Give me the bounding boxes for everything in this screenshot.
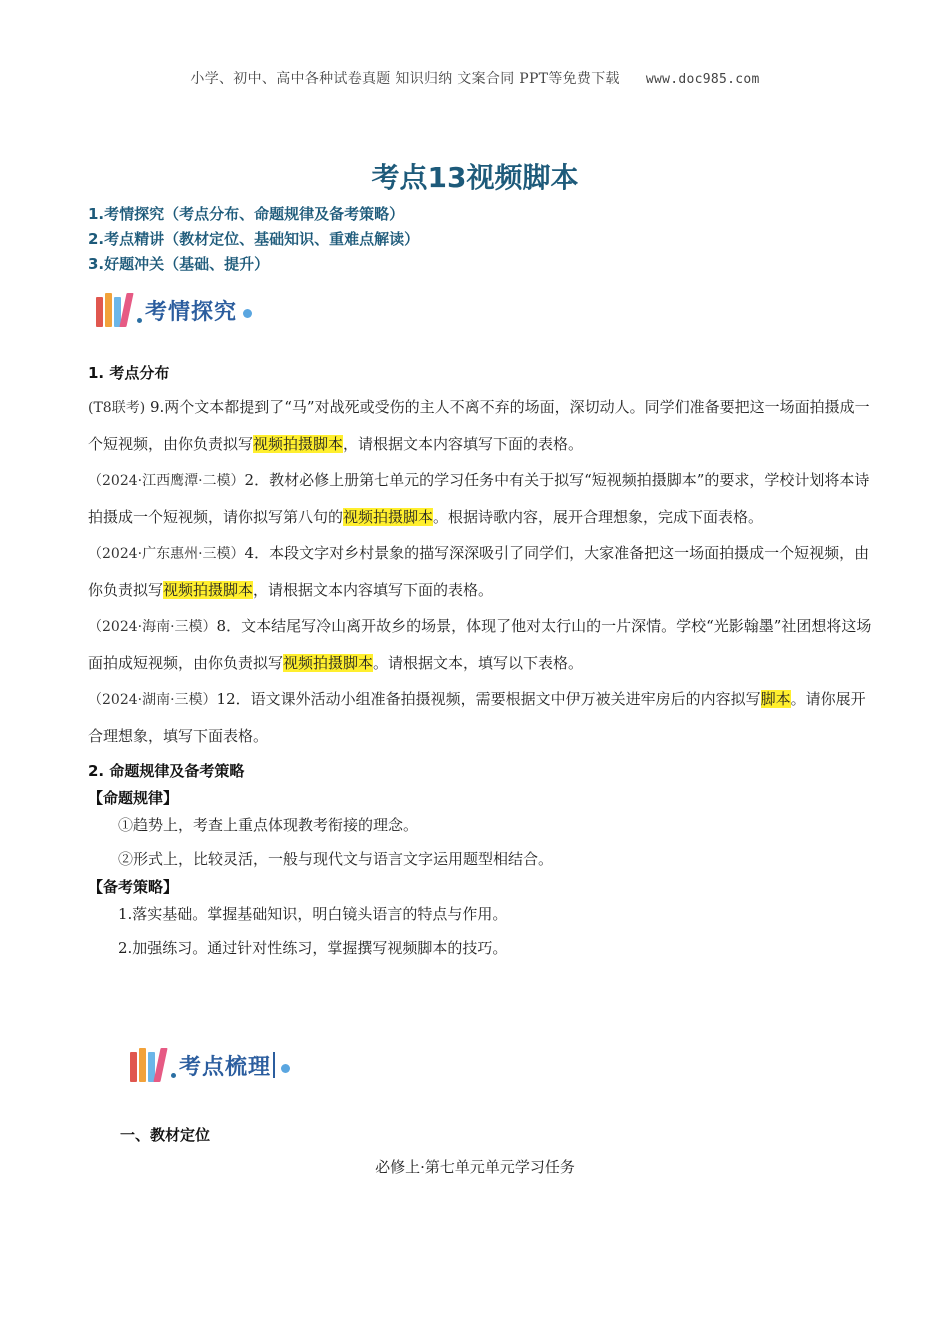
banner-label: 考点梳理 — [179, 1054, 272, 1080]
highlight-text: 视频拍摄脚本 — [283, 654, 374, 672]
highlight-text: 脚本 — [760, 690, 791, 708]
page-title: 考点13视频脚本 — [371, 161, 579, 194]
list-item: （2024·海南·三模）8．文本结尾写冷山离开故乡的场景，体现了他对太行山的一片深情。学校“光影翰墨”社团想将这场面拍成短视频，由你负责拟写视频拍摄脚本。请根据文本，填写以下表格。 — [88, 617, 872, 672]
textbook-location: 必修上·第七单元单元学习任务 — [375, 1158, 575, 1176]
section-heading: 2. 命题规律及备考策略 — [88, 762, 245, 780]
books-icon — [96, 293, 132, 327]
toc-item: 2.考点精讲（教材定位、基础知识、重难点解读） — [88, 230, 420, 248]
section-banner-kaodian — [130, 1048, 290, 1082]
strategy-item: 1.落实基础。掌握基础知识，明白镜头语言的特点与作用。 — [118, 905, 508, 923]
list-item: （2024·湖南·三模）12．语文课外活动小组准备拍摄视频，需要根据文中伊万被关进牢房后的内容拟写脚本。请你展开合理想象，填写下面表格。 — [88, 690, 866, 745]
section-textbook — [120, 1124, 910, 1145]
list-item: (T8联考) 9.两个文本都提到了“马”对战死或受伤的主人不离不弃的场面，深切动人。同学们准备要把这一场面拍摄成一个短视频，由你负责拟写视频拍摄脚本，请根据文本内容填写下面的表格。 — [88, 398, 870, 453]
dot-icon — [281, 1064, 290, 1073]
text-cursor — [273, 1052, 275, 1078]
highlight-text: 视频拍摄脚本 — [163, 581, 254, 599]
rule-item: ①趋势上，考查上重点体现教考衔接的理念。 — [118, 816, 419, 834]
toc-item: 3.好题冲关（基础、提升） — [88, 255, 270, 273]
rule-title: 【命题规律】 — [88, 789, 179, 807]
list-item: （2024·广东惠州·三模）4．本段文字对乡村景象的描写深深吸引了同学们，大家准备把这一场面拍摄成一个短视频，由你负责拟写视频拍摄脚本，请根据文本内容填写下面的表格。 — [88, 544, 870, 599]
highlight-text: 视频拍摄脚本 — [343, 508, 434, 526]
header-text: 小学、初中、高中各种试卷真题 知识归纳 文案合同 PPT等免费下载 — [190, 71, 620, 87]
table-of-contents — [88, 202, 419, 277]
strategy-title: 【备考策略】 — [88, 878, 179, 896]
header-url[interactable]: www.doc985.com — [645, 72, 760, 87]
highlight-text: 视频拍摄脚本 — [253, 435, 344, 453]
rule-item: ②形式上，比较灵活，一般与现代文与语言文字运用题型相结合。 — [118, 850, 554, 868]
section-banner-kaoqing — [96, 293, 252, 327]
section-distribution — [88, 362, 878, 965]
banner-label: 考情探究 — [145, 299, 238, 325]
toc-item: 1.考情探究（考点分布、命题规律及备考策略） — [88, 205, 405, 223]
section-heading: 一、教材定位 — [120, 1126, 211, 1144]
strategy-item: 2.加强练习。通过针对性练习，掌握撰写视频脚本的技巧。 — [118, 939, 508, 957]
books-icon — [130, 1048, 166, 1082]
dot-icon — [243, 309, 252, 318]
section-heading: 1. 考点分布 — [88, 364, 170, 382]
site-header — [0, 68, 950, 88]
list-item: （2024·江西鹰潭·二模）2．教材必修上册第七单元的学习任务中有关于拟写“短视频拍摄脚本”的要求，学校计划将本诗拍摄成一个短视频，请你拟写第八句的视频拍摄脚本。根据诗歌内容，展开合理想象，完成下面表格。 — [88, 471, 870, 526]
